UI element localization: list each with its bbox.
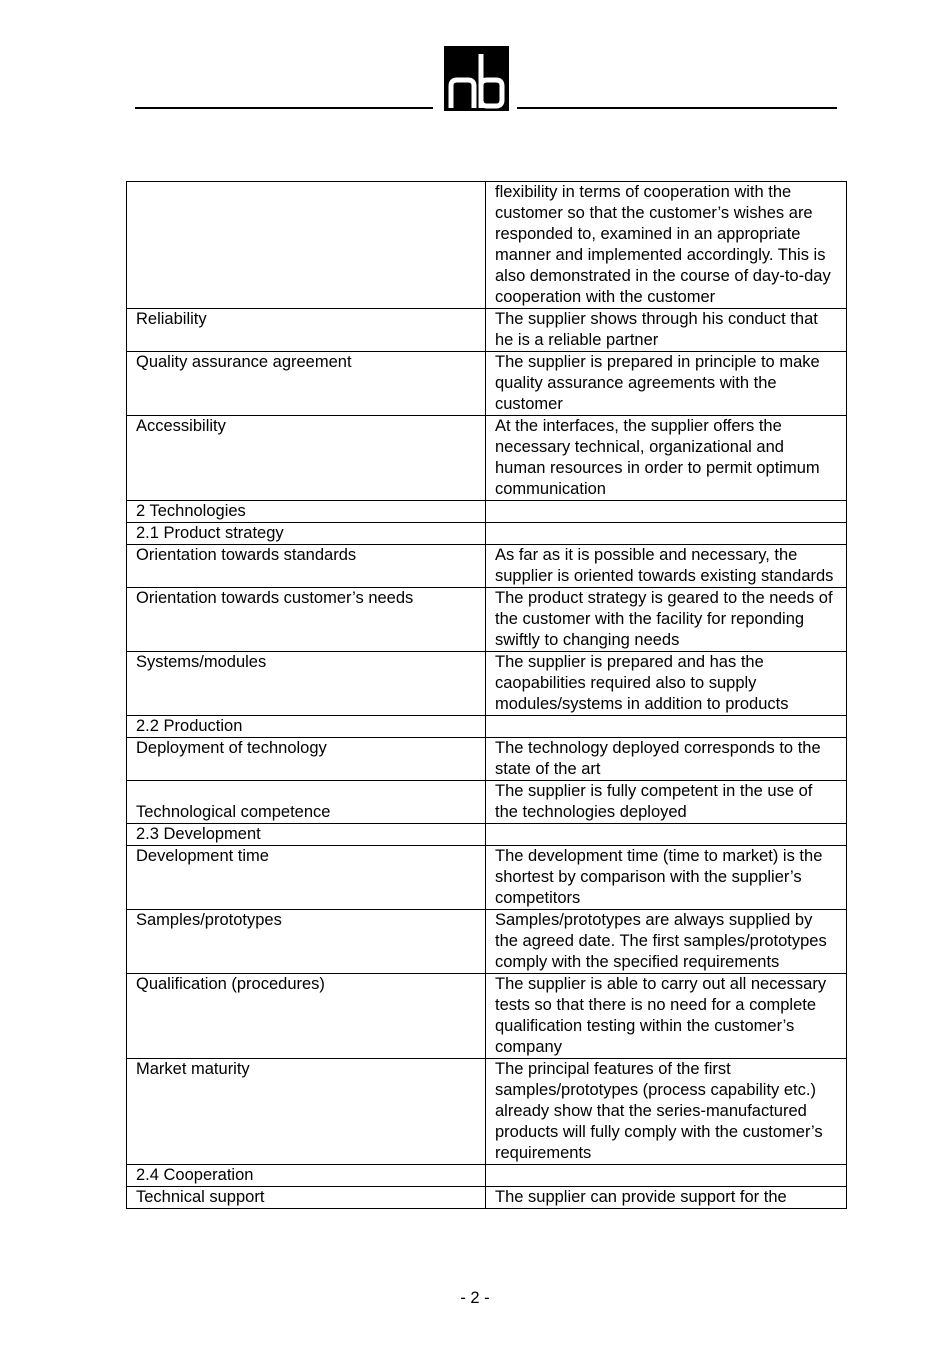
- criterion-cell: 2.2 Production: [127, 716, 486, 738]
- description-cell: [486, 523, 847, 545]
- description-cell: [486, 716, 847, 738]
- criterion-cell: Qualification (procedures): [127, 974, 486, 1059]
- table-row: [127, 910, 847, 974]
- criterion-cell: Orientation towards standards: [127, 545, 486, 588]
- criterion-cell: 2.3 Development: [127, 824, 486, 846]
- description-cell: The supplier is fully competent in the use of the technologies deployed: [486, 781, 847, 824]
- criterion-cell: 2.4 Cooperation: [127, 1165, 486, 1187]
- header-rule-left: [135, 107, 433, 109]
- table-row: [127, 716, 847, 738]
- requirements-table: [126, 181, 847, 1209]
- table-row: [127, 846, 847, 910]
- criterion-cell: Orientation towards customer’s needs: [127, 588, 486, 652]
- table-row: [127, 652, 847, 716]
- header-rule-right: [517, 107, 837, 109]
- description-cell: [486, 824, 847, 846]
- table-row: [127, 182, 847, 309]
- requirements-table-body: [127, 182, 847, 1209]
- criterion-cell: Deployment of technology: [127, 738, 486, 781]
- criterion-cell: Market maturity: [127, 1059, 486, 1165]
- description-cell: [486, 501, 847, 523]
- description-cell: Samples/prototypes are always supplied by the agreed date. The first samples/prototypes comply with the specified requirements: [486, 910, 847, 974]
- criterion-cell: [127, 182, 486, 309]
- table-row: [127, 824, 847, 846]
- description-cell: [486, 1165, 847, 1187]
- table-row: [127, 1187, 847, 1209]
- table-row: [127, 781, 847, 824]
- criterion-cell: Samples/prototypes: [127, 910, 486, 974]
- criterion-cell: 2.1 Product strategy: [127, 523, 486, 545]
- criterion-cell: Quality assurance agreement: [127, 352, 486, 416]
- description-cell: flexibility in terms of cooperation with the customer so that the customer’s wishes are responded to, examined in an appropriate manner and implemented accordingly. This is also demonstrated in the course of day-to-day cooperation with the customer: [486, 182, 847, 309]
- table-row: [127, 588, 847, 652]
- description-cell: The development time (time to market) is the shortest by comparison with the supplier’s competitors: [486, 846, 847, 910]
- table-row: [127, 1059, 847, 1165]
- table-row: [127, 523, 847, 545]
- criterion-cell: Technical support: [127, 1187, 486, 1209]
- description-cell: The product strategy is geared to the needs of the customer with the facility for reponding swiftly to changing needs: [486, 588, 847, 652]
- table-row: [127, 1165, 847, 1187]
- table-row: [127, 309, 847, 352]
- description-cell: The supplier is prepared in principle to make quality assurance agreements with the customer: [486, 352, 847, 416]
- description-cell: The supplier is able to carry out all necessary tests so that there is no need for a complete qualification testing within the customer’s company: [486, 974, 847, 1059]
- table-row: [127, 974, 847, 1059]
- description-cell: As far as it is possible and necessary, the supplier is oriented towards existing standards: [486, 545, 847, 588]
- criterion-cell: Reliability: [127, 309, 486, 352]
- description-cell: The supplier is prepared and has the caopabilities required also to supply modules/systems in addition to products: [486, 652, 847, 716]
- description-cell: At the interfaces, the supplier offers the necessary technical, organizational and human resources in order to permit optimum communication: [486, 416, 847, 501]
- criterion-cell: Development time: [127, 846, 486, 910]
- table-row: [127, 545, 847, 588]
- description-cell: The principal features of the first samples/prototypes (process capability etc.) already show that the series-manufactured products will fully comply with the customer’s requirements: [486, 1059, 847, 1165]
- criterion-cell: Technological competence: [127, 781, 486, 824]
- criterion-cell: 2 Technologies: [127, 501, 486, 523]
- criterion-cell: Systems/modules: [127, 652, 486, 716]
- table-row: [127, 738, 847, 781]
- page-number: - 2 -: [460, 1289, 490, 1307]
- table-row: [127, 501, 847, 523]
- table-row: [127, 352, 847, 416]
- description-cell: The supplier shows through his conduct that he is a reliable partner: [486, 309, 847, 352]
- table-row: [127, 416, 847, 501]
- criterion-cell: Accessibility: [127, 416, 486, 501]
- company-logo: [444, 46, 509, 111]
- description-cell: The supplier can provide support for the: [486, 1187, 847, 1209]
- description-cell: The technology deployed corresponds to the state of the art: [486, 738, 847, 781]
